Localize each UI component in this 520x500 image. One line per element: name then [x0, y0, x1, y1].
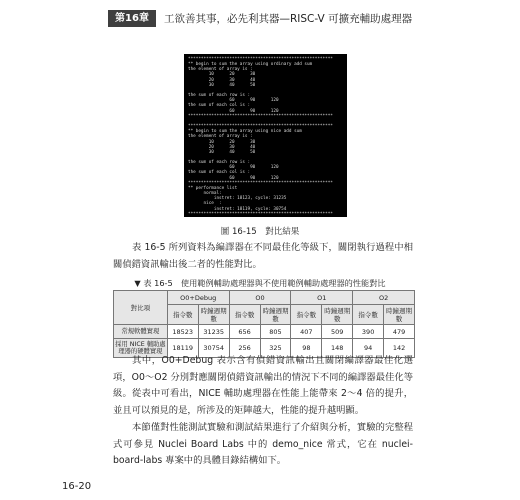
subheader: 指令數	[167, 305, 198, 325]
terminal-line: 60 90 120	[188, 108, 279, 114]
subheader: 時鐘週期數	[260, 305, 291, 325]
table-cell: 256	[229, 339, 260, 358]
paragraph-conclusion: 本節僅對性能測試實驗和測試結果進行了介紹與分析，實驗的完整程式可參見 Nuclei Board Labs 中的 demo_nice 常式，它在 nuclei-board-labs 專案中的具體目錄結構如下。	[113, 422, 413, 466]
subheader: 時鐘週期數	[322, 305, 353, 325]
table-cell: 805	[260, 325, 291, 339]
table-cell: 479	[384, 325, 415, 339]
paragraph-intro: 表 16-5 所列資料為編譯器在不同最佳化等級下，關閉執行過程中相關偵錯資訊輸出後二者的性能對比。	[113, 242, 413, 270]
terminal-output	[184, 54, 347, 217]
figure-caption: 圖 16-15 對比結果	[220, 227, 300, 237]
page-number: 16-20	[62, 481, 92, 492]
chapter-title: 工欲善其事，必先利其器—RISC-V 可擴充輔助處理器	[164, 13, 413, 25]
terminal-line: the sum of each col is :	[188, 170, 251, 176]
terminal-line: instret: 18123, cycle: 31235	[188, 196, 287, 202]
paragraph-analysis: 其中，O0+Debug 表示含有偵錯資訊輸出且關閉編譯器最佳化選項，O0～O2 分別對應關閉偵錯資訊輸出的情況下不同的編譯器最佳化等級。從表中可看出，NICE 輔助處理器在性能上能帶來 2～4 倍的提升，並且可以預見的是，所涉及的矩陣越大，性能的提升越明顯。	[113, 355, 413, 416]
terminal-line: 20 30 40	[188, 144, 256, 150]
group-header: O0+Debug	[167, 291, 229, 305]
subheader: 指令數	[353, 305, 384, 325]
table-cell: 98	[291, 339, 322, 358]
row-label: 常規軟體實現	[114, 325, 168, 339]
terminal-line: 10 20 30	[188, 72, 256, 78]
terminal-line: the element of array is :	[188, 134, 253, 140]
table-cell: 656	[229, 325, 260, 339]
terminal-line: ** begin to sum the array using ordinary add sum	[188, 62, 313, 68]
terminal-line: ********************************************************	[188, 57, 333, 62]
table-cell: 407	[291, 325, 322, 339]
table-title: ▼ 表 16-5 使用範例輔助處理器與不使用範例輔助處理器的性能對比	[134, 278, 386, 288]
subheader: 指令數	[229, 305, 260, 325]
terminal-line: the element of array is :	[188, 67, 253, 73]
table-cell: 325	[260, 339, 291, 358]
table-row	[114, 325, 415, 339]
group-header: O0	[229, 291, 291, 305]
table-cell: 142	[384, 339, 415, 358]
terminal-line: ** begin to sum the array using nice add sum	[188, 129, 302, 135]
terminal-line: ********************************************************	[188, 180, 333, 186]
table-cell: 30754	[198, 339, 229, 358]
terminal-line: normal:	[188, 191, 222, 197]
table-cell: 18119	[167, 339, 198, 358]
terminal-line: nice :	[188, 201, 222, 207]
terminal-line: ********************************************************	[188, 124, 333, 130]
terminal-line: ********************************************************	[188, 211, 333, 217]
table-cell: 31235	[198, 325, 229, 339]
terminal-line: 10 20 30	[188, 139, 256, 145]
group-header: O2	[353, 291, 415, 305]
terminal-line: 60 90 120	[188, 165, 279, 171]
row-label: 採用 NICE 輔助處理器的硬體實現	[114, 339, 168, 358]
group-header: O1	[291, 291, 353, 305]
subheader: 時鐘週期數	[384, 305, 415, 325]
subheader: 指令數	[291, 305, 322, 325]
terminal-line: 60 90 120	[188, 98, 279, 104]
terminal-line: 20 30 40	[188, 77, 256, 83]
terminal-line: ********************************************************	[188, 113, 333, 119]
terminal-line: the sum of each row is :	[188, 93, 251, 99]
chapter-tag: 第16章	[108, 10, 156, 27]
terminal-line: instret: 18119, cycle: 30754	[188, 206, 287, 212]
terminal-line: ** performance list	[188, 185, 238, 191]
performance-table	[113, 290, 415, 358]
terminal-line: 60 90 120	[188, 175, 279, 181]
terminal-line: 30 40 50	[188, 149, 256, 155]
terminal-line: 30 40 50	[188, 82, 256, 88]
table-corner-header: 對比項	[114, 291, 168, 325]
subheader: 時鐘週期數	[198, 305, 229, 325]
terminal-line: the sum of each row is :	[188, 160, 251, 166]
terminal-line: the sum of each col is :	[188, 103, 251, 109]
table-cell: 509	[322, 325, 353, 339]
table-cell: 390	[353, 325, 384, 339]
table-cell: 148	[322, 339, 353, 358]
table-cell: 18523	[167, 325, 198, 339]
table-cell: 94	[353, 339, 384, 358]
